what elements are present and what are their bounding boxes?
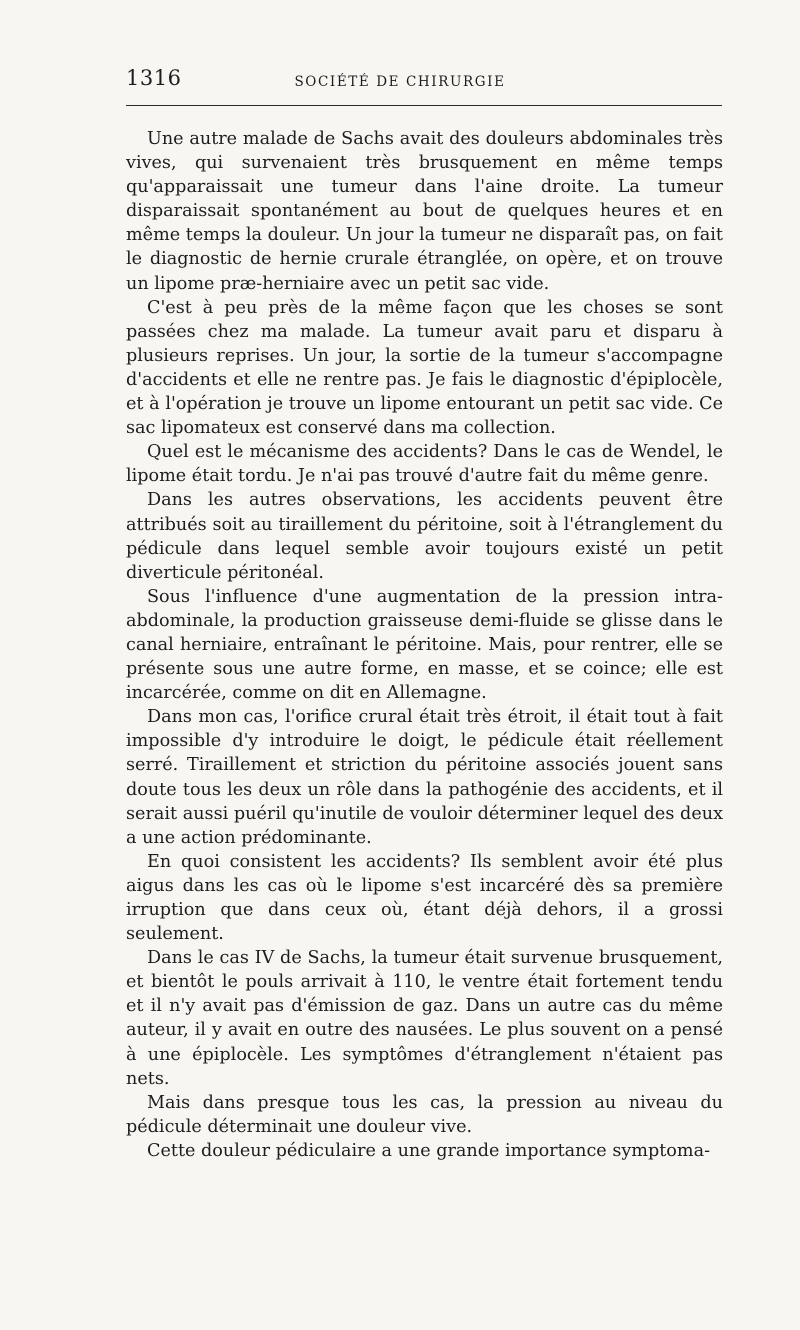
paragraph: Sous l'influence d'une augmentation de la pression intra-abdominale, la production graisseuse demi-fluide se glisse dans le canal herniaire, entraînant le péritoine. Mais, pour rentrer, elle se présente sous une autre forme, en masse, et se coince; elle est incarcérée, comme on dit en Allemagne. <box>126 586 723 704</box>
paragraph: En quoi consistent les accidents? Ils semblent avoir été plus aigus dans les cas où le lipome s'est incarcéré dès sa première irruption que dans ceux où, étant déjà dehors, il a grossi seulement. <box>126 851 723 945</box>
paragraph: Quel est le mécanisme des accidents? Dans le cas de Wendel, le lipome était tordu. Je n'ai pas trouvé d'autre fait du même genre. <box>126 442 723 487</box>
paragraph: Dans mon cas, l'orifice crural était très étroit, il était tout à fait impossible d'y introduire le doigt, le pédicule était réellement serré. Tiraillement et striction du péritoine associés jouent sans doute tous les deux un rôle dans la pathogénie des accidents, et il serait aussi puéril qu'inutile de vouloir déterminer lequel des deux a une action prédominante. <box>126 707 723 848</box>
paragraph: Une autre malade de Sachs avait des douleurs abdominales très vives, qui survenaient très brusquement en même temps qu'apparaissait une tumeur dans l'aine droite. La tumeur disparaissait spontanément au bout de quelques heures et en même temps la douleur. Un jour la tumeur ne disparaît pas, on fait le diagnostic de hernie crurale étranglée, on opère, et on trouve un lipome præ-herniaire avec un petit sac vide. <box>126 129 723 294</box>
header-rule <box>126 105 722 106</box>
paragraph: Dans le cas IV de Sachs, la tumeur était survenue brusquement, et bientôt le pouls arrivait à 110, le ventre était fortement tendu et il n'y avait pas d'émission de gaz. Dans un autre cas du même auteur, il y avait en outre des nausées. Le plus souvent on a pensé à une épiplocèle. Les symptômes d'étranglement n'étaient pas nets. <box>126 948 723 1089</box>
paragraph: Mais dans presque tous les cas, la pression au niveau du pédicule déterminait une douleur vive. <box>126 1092 723 1137</box>
paragraph: Dans les autres observations, les accidents peuvent être attribués soit au tiraillement du péritoine, soit à l'étranglement du pédicule dans lequel semble avoir toujours existé un petit diverticule péritonéal. <box>126 490 723 583</box>
paragraph: Cette douleur pédiculaire a une grande importance symptoma- <box>147 1140 711 1161</box>
page-number: 1316 <box>126 66 182 90</box>
running-title: SOCIÉTÉ DE CHIRURGIE <box>294 74 506 90</box>
body-text <box>126 127 723 1163</box>
paragraph: C'est à peu près de la même façon que les choses se sont passées chez ma malade. La tumeur avait paru et disparu à plusieurs reprises. Un jour, la sortie de la tumeur s'accompagne d'accidents et elle ne rentre pas. Je fais le diagnostic d'épiplocèle, et à l'opération je trouve un lipome entourant un petit sac vide. Ce sac lipomateux est conservé dans ma collection. <box>126 297 723 439</box>
